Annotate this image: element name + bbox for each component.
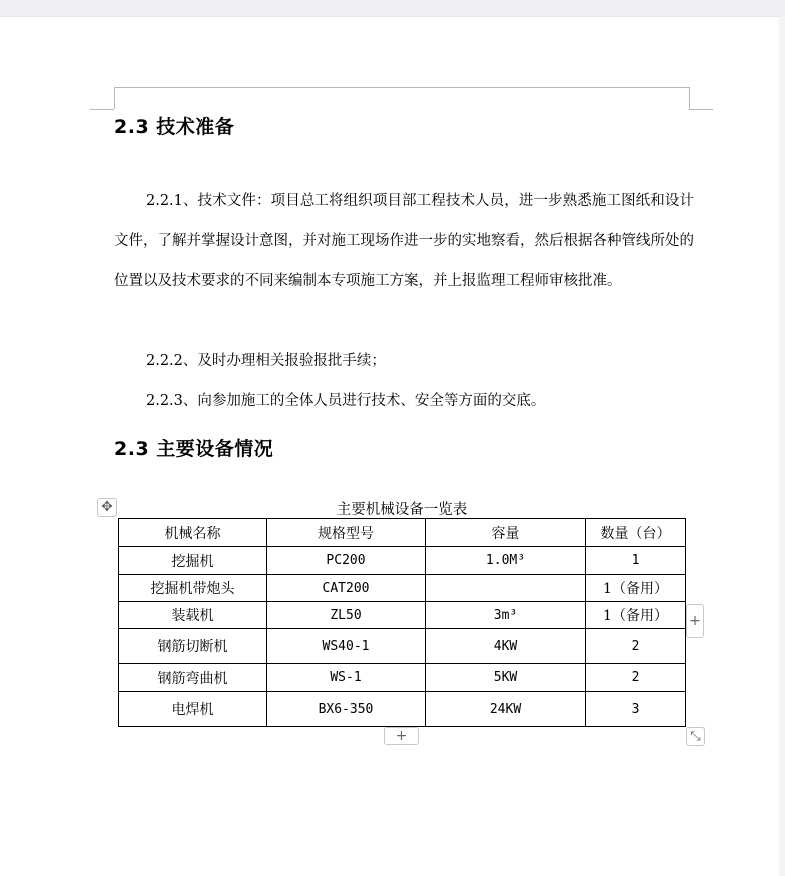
section-heading-equipment: 2.3 主要设备情况 bbox=[114, 438, 274, 460]
table-cell: 装载机 bbox=[119, 602, 267, 629]
table-cell: PC200 bbox=[267, 547, 426, 575]
table-cell: CAT200 bbox=[267, 575, 426, 602]
table-row bbox=[119, 547, 686, 575]
table-cell: 4KW bbox=[426, 629, 586, 664]
margin-marker-right bbox=[689, 109, 713, 110]
table-cell: 1.0M³ bbox=[426, 547, 586, 575]
equipment-table bbox=[118, 518, 686, 727]
header-cell: 机械名称 bbox=[119, 519, 267, 547]
paragraph-approval-procedures: 2.2.2、及时办理相关报验报批手续； bbox=[146, 353, 386, 369]
table-cell: BX6-350 bbox=[267, 692, 426, 727]
table-cell: 24KW bbox=[426, 692, 586, 727]
table-cell: 1 bbox=[586, 547, 686, 575]
margin-marker-right-vertical bbox=[689, 87, 690, 109]
margin-top-line bbox=[114, 87, 689, 88]
add-row-button[interactable]: + bbox=[384, 727, 419, 745]
table-cell: 钢筋弯曲机 bbox=[119, 664, 267, 692]
table-cell: 电焊机 bbox=[119, 692, 267, 727]
table-cell: 1（备用） bbox=[586, 575, 686, 602]
table-cell: WS40-1 bbox=[267, 629, 426, 664]
table-header-row bbox=[119, 519, 686, 547]
table-cell: 1（备用） bbox=[586, 602, 686, 629]
table-row bbox=[119, 692, 686, 727]
table-cell: 3 bbox=[586, 692, 686, 727]
table-cell: 2 bbox=[586, 664, 686, 692]
table-cell: 5KW bbox=[426, 664, 586, 692]
table-cell: ZL50 bbox=[267, 602, 426, 629]
table-caption: 主要机械设备一览表 bbox=[336, 502, 468, 518]
table-move-handle-icon[interactable]: ✥ bbox=[97, 498, 117, 517]
margin-marker-left bbox=[90, 109, 114, 110]
table-cell: WS-1 bbox=[267, 664, 426, 692]
table-row bbox=[119, 575, 686, 602]
header-cell: 容量 bbox=[426, 519, 586, 547]
table-row bbox=[119, 602, 686, 629]
window-top-bar bbox=[0, 0, 785, 17]
scroll-gutter[interactable] bbox=[779, 16, 785, 876]
table-cell: 挖掘机 bbox=[119, 547, 267, 575]
add-column-button[interactable]: + bbox=[686, 604, 704, 638]
header-cell: 数量（台） bbox=[586, 519, 686, 547]
section-heading-tech-prep: 2.3 技术准备 bbox=[114, 116, 235, 138]
table-cell: 挖掘机带炮头 bbox=[119, 575, 267, 602]
paragraph-briefing: 2.2.3、向参加施工的全体人员进行技术、安全等方面的交底。 bbox=[146, 393, 546, 409]
paragraph-tech-documents: 2.2.1、技术文件：项目总工将组织项目部工程技术人员，进一步熟悉施工图纸和设计文件，了解并掌握设计意图，并对施工现场作进一步的实地察看，然后根据各种管线所处的位置以及技术要求的不同来编制本专项施工方案，并上报监理工程师审核批准。 bbox=[114, 193, 694, 289]
margin-marker-left-vertical bbox=[114, 87, 115, 109]
table-cell: 钢筋切断机 bbox=[119, 629, 267, 664]
table-cell bbox=[426, 575, 586, 602]
table-cell: 3m³ bbox=[426, 602, 586, 629]
header-cell: 规格型号 bbox=[267, 519, 426, 547]
table-cell: 2 bbox=[586, 629, 686, 664]
table-resize-icon[interactable]: ⤡ bbox=[686, 727, 705, 746]
table-row bbox=[119, 629, 686, 664]
table-row bbox=[119, 664, 686, 692]
